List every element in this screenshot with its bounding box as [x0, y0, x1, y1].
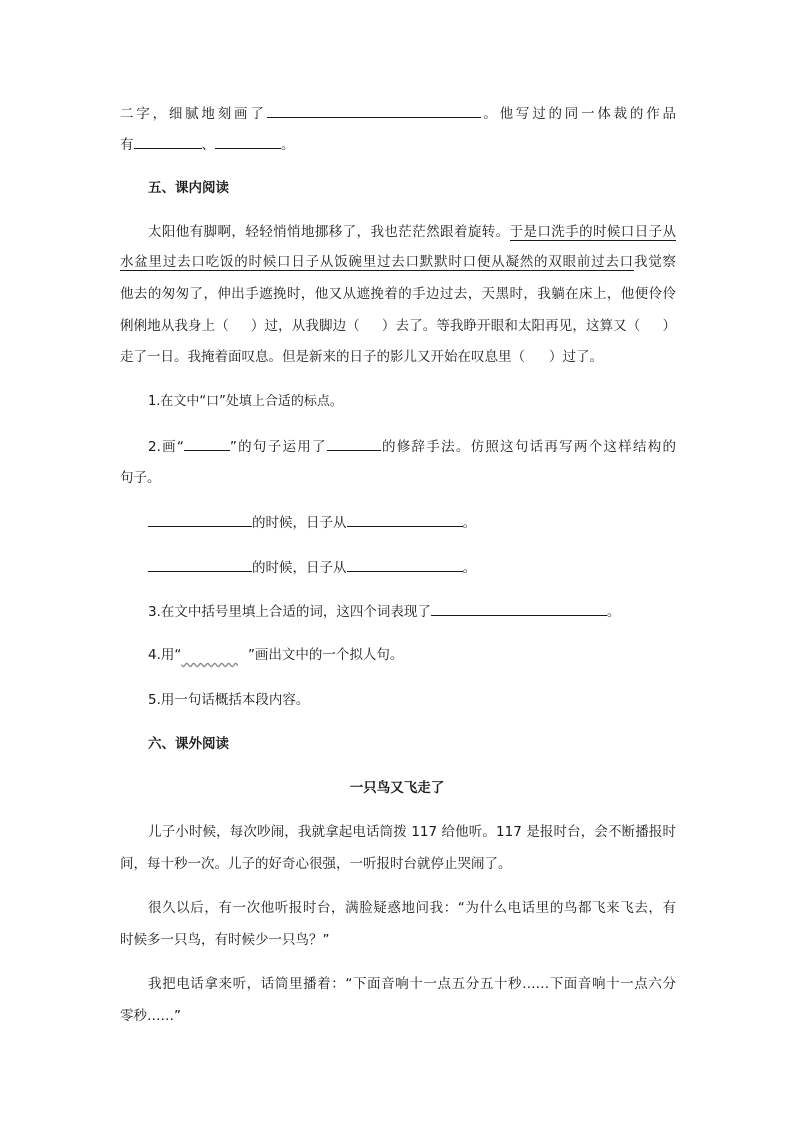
intro-text: 、	[201, 137, 215, 153]
question-2-cont: 句子。	[120, 470, 161, 486]
question-4	[148, 645, 704, 665]
intro-text: 。他写过的同一体裁的作品	[480, 106, 677, 122]
story-para-3-line-1: 我把电话拿来听，话筒里播着：“下面音响十一点五分五十秒……下面音响十一点六分	[148, 976, 676, 992]
underlined-sentence: 于是口洗手的时候口日子从	[509, 224, 677, 240]
intro-text: 二字，细腻地刻画了	[120, 106, 267, 122]
question-1: 1.在文中“口”处填上合适的标点。	[148, 394, 343, 409]
intro-line-1	[120, 103, 676, 123]
passage-text: ）	[662, 318, 677, 334]
answer-blank[interactable]	[267, 103, 481, 118]
question-2	[148, 436, 676, 456]
passage-text: ）过，从我脚边（	[250, 318, 360, 334]
fill-text: 的时候，日子从	[252, 515, 347, 531]
passage-text: 太阳他有脚啊，轻轻悄悄地挪移了，我也茫茫然跟着旋转。	[148, 224, 510, 240]
story-para-2-line-1: 很久以后，有一次他听报时台，满脸疑惑地问我：“为什么电话里的鸟都飞来飞去，有	[148, 900, 676, 916]
question-text: 4.用“	[148, 647, 182, 663]
passage-line-4	[120, 316, 676, 336]
answer-blank[interactable]	[431, 601, 607, 616]
question-3	[148, 601, 704, 621]
question-text: ”的句子运用了	[229, 439, 327, 455]
fill-line-2	[148, 557, 704, 577]
question-text: 3.在文中括号里填上合适的词，这四个词表现了	[148, 604, 431, 620]
fill-line-1	[148, 512, 704, 532]
section-5-heading: 五、课内阅读	[148, 180, 229, 196]
passage-text: 走了一日。我掩着面叹息。但是新来的日子的影儿又开始在叹息里（	[120, 349, 525, 365]
passage-text: ）过了。	[549, 349, 603, 365]
passage-line-3: 他去的匆匆了，伸出手遮挽时，他又从遮挽着的手边过去，天黑时，我躺在床上，他便伶伶	[120, 286, 676, 302]
answer-blank[interactable]	[215, 134, 281, 149]
question-text: 2.画“	[148, 439, 184, 455]
answer-blank[interactable]	[327, 436, 381, 451]
passage-line-2	[120, 252, 676, 272]
story-para-1-line-2: 间，每十秒一次。儿子的好奇心很强，一听报时台就停止哭闹了。	[120, 856, 512, 872]
answer-blank[interactable]	[184, 436, 230, 451]
question-text: ”画出文中的一个拟人句。	[247, 647, 404, 663]
passage-line-1	[148, 222, 676, 242]
passage-line-5	[120, 347, 676, 367]
answer-blank[interactable]	[148, 557, 252, 572]
answer-blank[interactable]	[347, 512, 463, 527]
wavy-line-sample	[181, 647, 238, 663]
story-para-1-line-1: 儿子小时候，每次吵闹，我就拿起电话筒拨 117 给他听。117 是报时台，会不断播报时	[148, 824, 676, 840]
passage-text: ）去了。等我睁开眼和太阳再见，这算又（	[381, 318, 641, 334]
answer-blank[interactable]	[148, 512, 252, 527]
intro-text: 。	[281, 137, 295, 153]
story-title: 一只鸟又飞走了	[349, 780, 445, 796]
story-para-2-line-2: 时候多一只鸟，有时候少一只鸟？”	[120, 932, 330, 948]
section-6-heading: 六、课外阅读	[148, 736, 229, 752]
fill-text: 。	[462, 515, 476, 531]
question-text: 的修辞手法。仿照这句话再写两个这样结构的	[380, 439, 677, 455]
intro-line-2	[120, 134, 676, 154]
question-text: 。	[606, 604, 621, 620]
underlined-sentence: 水盆里过去口吃饭的时候口日子从饭碗里过去口默默时口便从凝然的双眼前过去口	[120, 254, 634, 270]
passage-text: 俐俐地从我身上（	[120, 318, 229, 334]
question-5: 5.用一句话概括本段内容。	[148, 692, 310, 708]
passage-text: 我觉察	[633, 254, 677, 270]
fill-text: 的时候，日子从	[252, 560, 347, 576]
intro-text: 有	[120, 137, 134, 153]
fill-text: 。	[462, 560, 476, 576]
answer-blank[interactable]	[134, 134, 202, 149]
story-para-3-line-2: 零秒……”	[120, 1008, 181, 1024]
answer-blank[interactable]	[347, 557, 463, 572]
